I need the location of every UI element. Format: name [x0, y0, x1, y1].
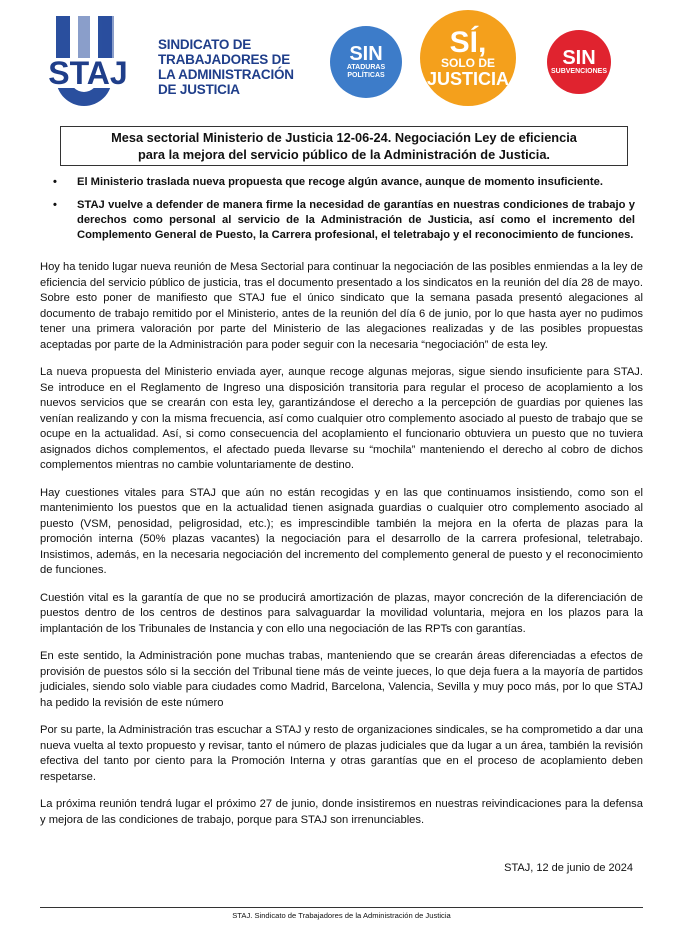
badge-solo-justicia [420, 10, 516, 106]
organization-name [158, 37, 294, 97]
badge-mid-text: SOLO DE [440, 55, 495, 70]
paragraph: En este sentido, la Administración pone muchas trabas, manteniendo que se crearán áreas diferenciadas a efectos de provisión de puestos sólo si la sección del Tribunal tiene más de veinte jueces, lo que deja fuera a la mayoría de partidos judiciales, siendo solo viable para ciudades como Madrid, Barcelona, Valencia, Sevilla y muy poco más, por lo que STAJ ha pedido la revisión de este número [40, 650, 643, 709]
org-line: TRABAJADORES DE [158, 52, 291, 67]
title-line: Mesa sectorial Ministerio de Justicia 12-06-24. Negociación Ley de eficiencia [111, 130, 577, 145]
paragraph: La nueva propuesta del Ministerio enviada ayer, aunque recoge algunas mejoras, sigue siendo insuficiente para STAJ. Se introduce en el Reglamento de Ingreso una disposición transitoria para regular el proceso de acoplamiento a los nuevos servicios que se crearán con esta ley, garantizándose el derecho a la percepción de guardias por quienes las venían realizando y con la misma frecuencia, así como cualquier otro complemento asociado al puesto de trabajo que se ocupe en la actualidad. Así, si como consecuencia del acoplamiento el funcionario obtuviera un puesto que no tuviera asignados dichos complementos, el afectado pueda llevarse su “mochila” manteniendo el derecho al cobro de dichos complementos mientras no cambie voluntariamente de destino. [40, 366, 643, 471]
body-text [40, 260, 643, 840]
bullet-icon: • [53, 199, 57, 211]
staj-logo [42, 14, 134, 112]
badge-main-text: SIN [349, 43, 383, 65]
bullet-text: STAJ vuelve a defender de manera firme la necesidad de garantías en nuestras condiciones de trabajo y derechos como personal al servicio de la Administración de Justicia, así como el incremento del Complemento General de Puesto, la Carrera profesional, el teletrabajo y el reconocimiento de funciones. [77, 199, 635, 241]
paragraph: Hoy ha tenido lugar nueva reunión de Mesa Sectorial para continuar la negociación de las posibles enmiendas a la ley de eficiencia del servicio público de justicia, tras el documento presentado a los sindicatos en la reunión del día 28 de mayo. Sobre esto poner de manifiesto que STAJ fue el único sindicato que la semana pasada presentó alegaciones al documento de trabajo remitido por el Ministerio, antes de la reunión del día 6 de junio, por lo que hasta ayer no pudimos tener una primera valoración por parte del Ministerio de las alegaciones realizadas y de las posibles propuestas aceptadas por parte de la Administración para poder seguir con la necesaria “negociación” de esta ley. [40, 261, 643, 351]
document-title [60, 126, 628, 166]
org-line: LA ADMINISTRACIÓN [158, 67, 294, 82]
badge-main-text: SÍ, [449, 25, 487, 59]
badge-sub-text: SUBVENCIONES [550, 68, 607, 75]
paragraph: Cuestión vital es la garantía de que no se producirá amortización de plazas, mayor concreción de la diferenciación de puestos dentro de los centros de destinos para salvaguardar la movilidad voluntaria, mejora en los plazos para la implantación de los Tribunales de Instancia y con ello una negociación de las RPTs con garantías. [40, 591, 643, 635]
bullet-item [45, 175, 635, 190]
footer-text: STAJ. Sindicato de Trabajadores de la Administración de Justicia [232, 911, 451, 920]
badge-main-text: SIN [562, 47, 596, 69]
badge-sub-text: ATADURAS POLÍTICAS [346, 64, 386, 79]
bullet-text: El Ministerio traslada nueva propuesta que recoge algún avance, aunque de momento insuficiente. [77, 176, 603, 188]
paragraph: Por su parte, la Administración tras escuchar a STAJ y resto de organizaciones sindicales, se ha comprometido a dar una nueva vuelta al texto propuesto y revisar, tanto el número de plazas judiciales que da lugar a un área, también la revisión efectiva del tanto por ciento para la Promoción Interna y otras garantías que en el proceso de acoplamiento deben respetarse. [40, 724, 643, 783]
paragraph: La próxima reunión tendrá lugar el próximo 27 de junio, donde insistiremos en nuestras reivindicaciones para la defensa y mejora de las condiciones de trabajo, porque para STAJ son irrenunciables. [40, 798, 643, 826]
summary-bullets [45, 175, 635, 251]
signature: STAJ, 12 de junio de 2024 [504, 862, 633, 874]
badge-sin-subvenciones [547, 30, 611, 94]
title-line: para la mejora del servicio público de la Administración de Justicia. [137, 147, 550, 162]
bullet-item [45, 198, 635, 243]
badge-sin-ataduras [330, 26, 402, 98]
bullet-icon: • [53, 176, 57, 188]
letterhead [0, 0, 683, 125]
badge-main2-text: JUSTICIA [426, 68, 509, 89]
logo-text: STAJ [48, 55, 128, 91]
paragraph: Hay cuestiones vitales para STAJ que aún no están recogidas y en las que continuamos insistiendo, como son el mantenimiento los puestos que en la actualidad tienen asignada guardias o cualquier otro complemento asociado al puesto (VSM, penosidad, peligrosidad, etc.); es imprescindible también la mejora en la oferta de plazas para la promoción interna (50% plazas vacantes) la negociación para el desarrollo de la carrera profesional, teletrabajo. Insistimos, además, en la necesaria negociación del incremento del complemento general de puesto y el reconocimiento de funciones. [40, 486, 643, 576]
org-line: SINDICATO DE [158, 37, 252, 52]
footer-divider [40, 907, 643, 908]
org-line: DE JUSTICIA [158, 82, 240, 97]
